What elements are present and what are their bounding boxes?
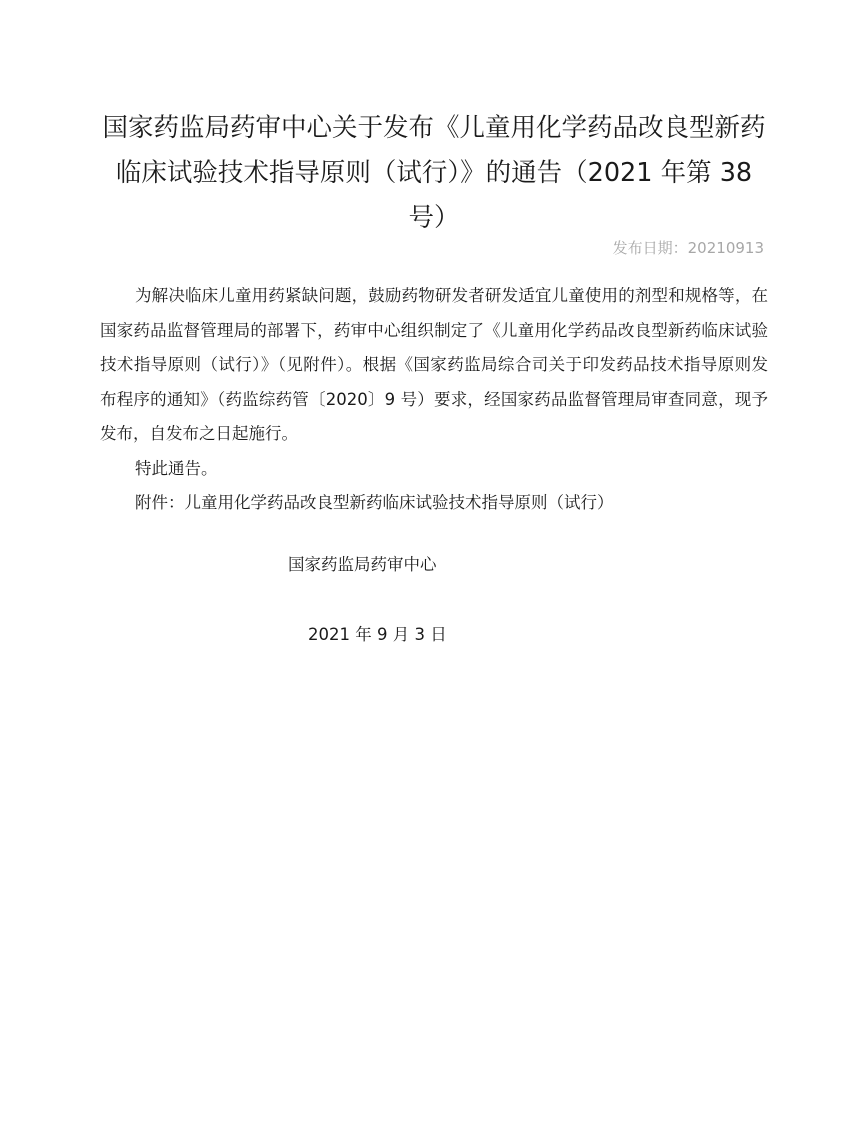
notice-line: 特此通告。 [135, 459, 218, 478]
signature-organization: 国家药监局药审中心 [288, 555, 437, 574]
signature-date: 2021 年 9 月 3 日 [308, 625, 447, 644]
publish-date: 发布日期：20210913 [612, 239, 764, 257]
attachment-line: 附件：儿童用化学药品改良型新药临床试验技术指导原则（试行） [135, 493, 614, 512]
document-title: 国家药监局药审中心关于发布《儿童用化学药品改良型新药临床试验技术指导原则（试行）》的通告（2021 年第 38 号） [102, 113, 766, 233]
main-paragraph: 为解决临床儿童用药紧缺问题，鼓励药物研发者研发适宜儿童使用的剂型和规格等，在国家药品监督管理局的部署下，药审中心组织制定了《儿童用化学药品改良型新药临床试验技术指导原则（试行）》（见附件）。根据《国家药监局综合司关于印发药品技术指导原则发布程序的通知》（药监综药管〔2020〕9 号）要求，经国家药品监督管理局审查同意，现予发布，自发布之日起施行。 [100, 286, 768, 443]
